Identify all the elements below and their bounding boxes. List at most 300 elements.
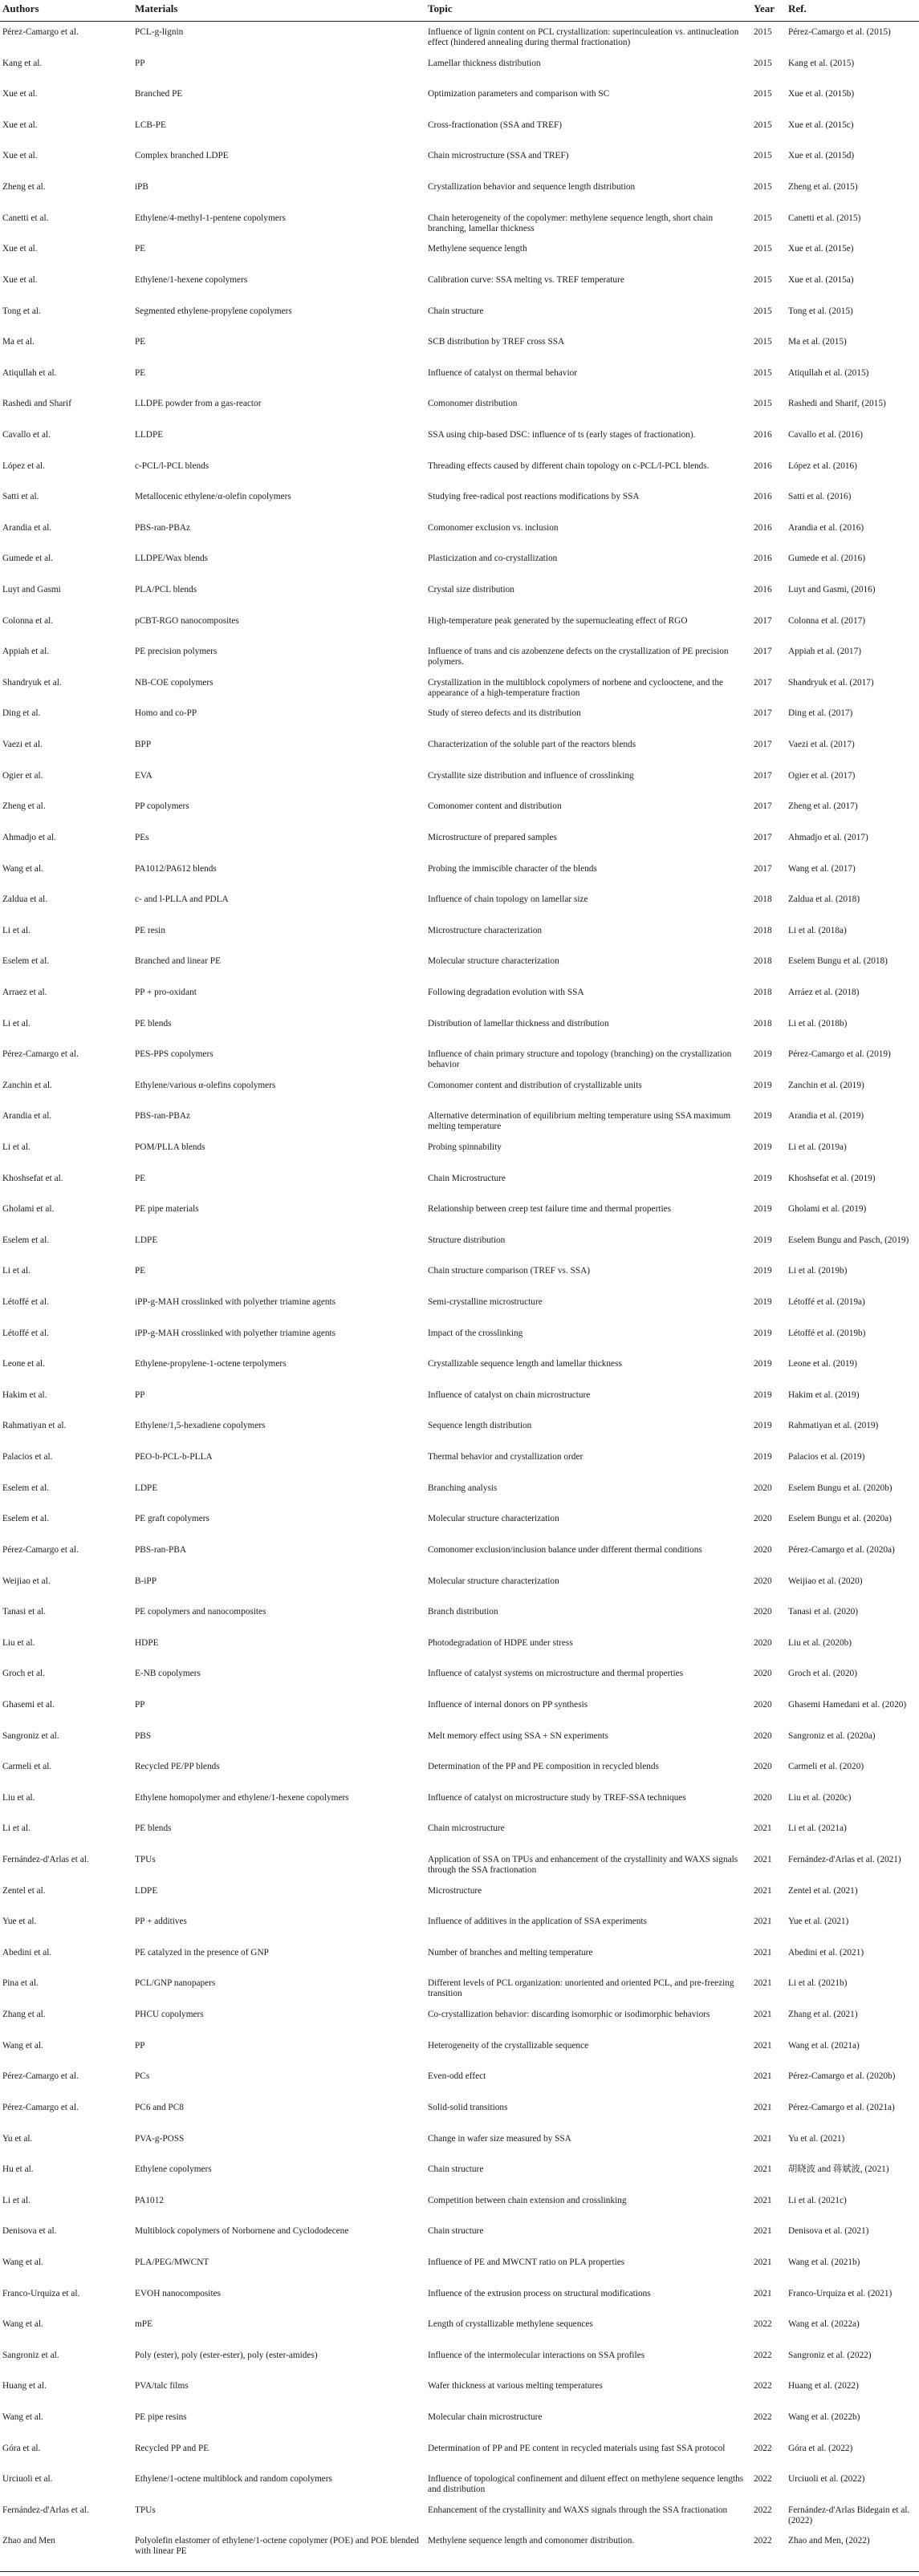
cell-topic: Relationship between creep test failure time and thermal properties	[428, 1204, 672, 1215]
cell-materials: PP copolymers	[135, 801, 189, 812]
cell-authors: Fernández-d'Arlas et al.	[2, 2505, 89, 2515]
cell-materials: PE blends	[135, 1018, 172, 1028]
cell-authors: Li et al.	[2, 925, 30, 935]
cell-ref: Ma et al. (2015)	[788, 337, 847, 347]
cell-materials: LLDPE	[135, 429, 164, 440]
cell-year: 2015	[754, 274, 772, 285]
cell-authors: Hakim et al.	[2, 1389, 47, 1400]
cell-materials: LLDPE/Wax blends	[135, 554, 209, 564]
cell-materials: PVA/talc films	[135, 2381, 189, 2391]
cell-topic: Calibration curve: SSA melting vs. TREF temperature	[428, 274, 624, 285]
cell-ref: Appiah et al. (2017)	[788, 647, 861, 657]
cell-materials: iPP-g-MAH crosslinked with polyether triamine agents	[135, 1328, 336, 1338]
cell-year: 2017	[754, 677, 772, 688]
cell-year: 2017	[754, 801, 772, 812]
cell-materials: pCBT-RGO nanocomposites	[135, 615, 239, 626]
cell-materials: PP	[135, 2040, 145, 2051]
cell-topic: Comonomer content and distribution of crystallizable units	[428, 1080, 642, 1090]
cell-year: 2020	[754, 1483, 772, 1493]
cell-ref: Vaezi et al. (2017)	[788, 740, 855, 749]
cell-ref: Li et al. (2019b)	[788, 1266, 848, 1276]
cell-year: 2020	[754, 1762, 772, 1772]
cell-authors: Franco-Urquiza et al.	[2, 2288, 80, 2298]
cell-authors: Zaldua et al.	[2, 895, 48, 905]
cell-year: 2021	[754, 1917, 772, 1927]
cell-year: 2022	[754, 2505, 772, 2515]
cell-materials: Recycled PP and PE	[135, 2443, 209, 2453]
cell-year: 2021	[754, 2164, 772, 2175]
cell-topic: Structure distribution	[428, 1235, 506, 1245]
cell-materials: PE blends	[135, 1823, 172, 1834]
cell-materials: PE	[135, 367, 146, 378]
cell-year: 2015	[754, 213, 772, 223]
cell-ref: Carmeli et al. (2020)	[788, 1762, 864, 1772]
cell-materials: PE	[135, 244, 146, 254]
cell-topic: Methylene sequence length	[428, 244, 527, 254]
cell-year: 2019	[754, 1204, 772, 1215]
cell-topic: Change in wafer size measured by SSA	[428, 2133, 571, 2144]
cell-year: 2017	[754, 863, 772, 874]
cell-ref: Khoshsefat et al. (2019)	[788, 1173, 876, 1183]
cell-year: 2021	[754, 1885, 772, 1896]
cell-topic: Influence of catalyst on microstructure study by TREF-SSA techniques	[428, 1792, 686, 1803]
cell-ref: Li et al. (2018b)	[788, 1018, 848, 1028]
cell-year: 2016	[754, 554, 772, 564]
cell-ref: López et al. (2016)	[788, 460, 857, 471]
cell-year: 2015	[754, 337, 772, 347]
cell-materials: PA1012	[135, 2195, 164, 2205]
cell-ref: Groch et al. (2020)	[788, 1669, 857, 1679]
cell-authors: Ding et al.	[2, 708, 41, 719]
cell-topic: Different levels of PCL organization: unoriented and oriented PCL, and pre-freezing transition	[428, 1978, 734, 1999]
cell-authors: Ahmadjo et al.	[2, 832, 56, 842]
cell-materials: EVOH nanocomposites	[135, 2288, 221, 2298]
cell-ref: Colonna et al. (2017)	[788, 615, 866, 626]
cell-authors: Li et al.	[2, 2195, 30, 2205]
cell-ref: Pérez-Camargo et al. (2021a)	[788, 2102, 895, 2112]
cell-authors: Shandryuk et al.	[2, 677, 62, 688]
cell-topic: Following degradation evolution with SSA	[428, 987, 584, 997]
cell-year: 2015	[754, 89, 772, 99]
cell-topic: Chain heterogeneity of the copolymer: methylene sequence length, short chain branching, lamellar thickness	[428, 213, 714, 233]
cell-ref: Luyt and Gasmi, (2016)	[788, 585, 876, 594]
cell-year: 2020	[754, 1699, 772, 1710]
cell-ref: Li et al. (2018a)	[788, 925, 847, 935]
cell-ref: Li et al. (2019a)	[788, 1142, 847, 1152]
cell-topic: Crystallite size distribution and influence of crosslinking	[428, 770, 634, 781]
cell-ref: Wang et al. (2022b)	[788, 2412, 860, 2422]
cell-ref: Liu et al. (2020b)	[788, 1637, 852, 1648]
cell-topic: Influence of chain primary structure and topology (branching) on the crystallization behavior	[428, 1049, 732, 1070]
cell-year: 2020	[754, 1669, 772, 1679]
cell-authors: Xue et al.	[2, 244, 38, 254]
cell-topic: Solid-solid transitions	[428, 2102, 508, 2112]
cell-ref: Xue et al. (2015d)	[788, 151, 855, 161]
cell-year: 2015	[754, 182, 772, 192]
cell-materials: PE pipe resins	[135, 2412, 187, 2422]
cell-ref: Arráez et al. (2018)	[788, 987, 860, 997]
cell-topic: Crystal size distribution	[428, 585, 514, 594]
cell-materials: Ethylene copolymers	[135, 2164, 212, 2175]
cell-materials: Branched PE	[135, 89, 183, 99]
cell-ref: Zanchin et al. (2019)	[788, 1080, 864, 1090]
cell-authors: Xue et al.	[2, 151, 38, 161]
cell-ref: Palacios et al. (2019)	[788, 1452, 865, 1462]
cell-topic: Influence of catalyst on chain microstructure	[428, 1389, 591, 1400]
cell-year: 2019	[754, 1173, 772, 1183]
cell-year: 2019	[754, 1080, 772, 1090]
cell-ref: Ding et al. (2017)	[788, 708, 853, 719]
cell-topic: Branch distribution	[428, 1607, 498, 1617]
cell-topic: Influence of lignin content on PCL crystallization: superinculeation vs. antinucleation effect (hindered annealing during thermal fractionation)	[428, 27, 739, 47]
cell-year: 2019	[754, 1049, 772, 1060]
cell-year: 2022	[754, 2474, 772, 2485]
cell-materials: Ethylene/1-hexene copolymers	[135, 274, 248, 285]
cell-topic: Chain microstructure (SSA and TREF)	[428, 151, 569, 161]
cell-ref: Canetti et al. (2015)	[788, 213, 861, 223]
cell-materials: PBS-ran-PBAz	[135, 522, 191, 533]
cell-materials: Recycled PE/PP blends	[135, 1762, 220, 1772]
cell-topic: Enhancement of the crystallinity and WAXS signals through the SSA fractionation	[428, 2505, 728, 2515]
cell-topic: Wafer thickness at various melting temperatures	[428, 2381, 603, 2391]
cell-topic: Thermal behavior and crystallization order	[428, 1452, 584, 1462]
cell-ref: Atiqullah et al. (2015)	[788, 367, 869, 378]
cell-ref: Urciuoli et al. (2022)	[788, 2474, 865, 2485]
cell-topic: Influence of the intermolecular interactions on SSA profiles	[428, 2350, 645, 2360]
cell-year: 2015	[754, 306, 772, 316]
cell-authors: Wang et al.	[2, 2319, 43, 2330]
cell-year: 2015	[754, 399, 772, 409]
cell-ref: Hakim et al. (2019)	[788, 1389, 860, 1400]
cell-year: 2021	[754, 2257, 772, 2267]
cell-ref: Zheng et al. (2015)	[788, 182, 858, 192]
cell-ref: Rashedi and Sharif, (2015)	[788, 399, 886, 409]
cell-topic: Even-odd effect	[428, 2071, 486, 2082]
cell-materials: LDPE	[135, 1885, 158, 1896]
cell-topic: Chain Microstructure	[428, 1173, 506, 1183]
cell-topic: Alternative determination of equilibrium melting temperature using SSA maximum melting temperature	[428, 1111, 731, 1132]
cell-authors: Zheng et al.	[2, 182, 46, 192]
cell-topic: Chain microstructure	[428, 1823, 505, 1834]
cell-authors: Vaezi et al.	[2, 740, 43, 749]
cell-authors: Wang et al.	[2, 2040, 43, 2051]
cell-authors: Li et al.	[2, 1142, 30, 1152]
cell-materials: PE resin	[135, 925, 165, 935]
cell-authors: Xue et al.	[2, 274, 38, 285]
cell-year: 2019	[754, 1452, 772, 1462]
cell-ref: Ghasemi Hamedani et al. (2020)	[788, 1699, 907, 1710]
cell-year: 2018	[754, 925, 772, 935]
cell-ref: Wang et al. (2022a)	[788, 2319, 860, 2330]
cell-authors: Leone et al.	[2, 1359, 46, 1369]
cell-authors: Tong et al.	[2, 306, 41, 316]
cell-authors: Li et al.	[2, 1266, 30, 1276]
cell-year: 2020	[754, 1576, 772, 1586]
cell-topic: Sequence length distribution	[428, 1421, 532, 1431]
table-bottom-rule	[0, 2571, 919, 2572]
cell-materials: HDPE	[135, 1637, 159, 1648]
cell-materials: PE catalyzed in the presence of GNP	[135, 1947, 269, 1957]
cell-authors: Wang et al.	[2, 2257, 43, 2267]
cell-authors: Carmeli et al.	[2, 1762, 52, 1772]
cell-year: 2021	[754, 2010, 772, 2019]
cell-materials: Homo and co-PP	[135, 708, 197, 719]
cell-year: 2021	[754, 2288, 772, 2298]
cell-materials: Ethylene homopolymer and ethylene/1-hexene copolymers	[135, 1792, 349, 1803]
cell-ref: Sangroniz et al. (2020a)	[788, 1730, 876, 1741]
cell-ref: Zaldua et al. (2018)	[788, 895, 860, 905]
cell-authors: Hu et al.	[2, 2164, 34, 2175]
cell-materials: PCL/GNP nanopapers	[135, 1978, 216, 1989]
cell-ref: Tanasi et al. (2020)	[788, 1607, 859, 1617]
cell-topic: Comonomer exclusion vs. inclusion	[428, 522, 559, 533]
cell-topic: Methylene sequence length and comonomer distribution.	[428, 2536, 635, 2546]
cell-authors: Ma et al.	[2, 337, 35, 347]
cell-authors: Abedini et al.	[2, 1947, 52, 1957]
cell-materials: Complex branched LDPE	[135, 151, 229, 161]
cell-materials: PE	[135, 1266, 146, 1276]
cell-authors: Pérez-Camargo et al.	[2, 27, 79, 37]
cell-materials: LDPE	[135, 1483, 158, 1493]
cell-year: 2022	[754, 2412, 772, 2422]
cell-materials: PCs	[135, 2071, 150, 2082]
cell-authors: Rashedi and Sharif	[2, 399, 71, 409]
cell-materials: LDPE	[135, 1235, 158, 1245]
cell-topic: Influence of additives in the application of SSA experiments	[428, 1917, 647, 1927]
cell-ref: Ogier et al. (2017)	[788, 770, 856, 781]
cell-year: 2021	[754, 2195, 772, 2205]
cell-authors: Létoffé et al.	[2, 1328, 49, 1338]
cell-materials: Ethylene/1,5-hexadiene copolymers	[135, 1421, 266, 1431]
cell-authors: Yue et al.	[2, 1917, 37, 1927]
cell-year: 2020	[754, 1514, 772, 1524]
cell-authors: Zentel et al.	[2, 1885, 46, 1896]
cell-topic: Cross-fractionation (SSA and TREF)	[428, 120, 563, 130]
cell-year: 2017	[754, 615, 772, 626]
cell-year: 2016	[754, 522, 772, 533]
column-header-authors: Authors	[2, 2, 39, 14]
cell-ref: Létoffé et al. (2019b)	[788, 1328, 866, 1338]
cell-ref: Li et al. (2021c)	[788, 2195, 847, 2205]
column-header-materials: Materials	[135, 2, 178, 14]
cell-materials: PVA-g-POSS	[135, 2133, 185, 2144]
cell-year: 2015	[754, 367, 772, 378]
cell-authors: Eselem et al.	[2, 1514, 50, 1524]
cell-topic: Melt memory effect using SSA + SN experiments	[428, 1730, 608, 1741]
cell-ref: Tong et al. (2015)	[788, 306, 853, 316]
cell-ref: Franco-Urquiza et al. (2021)	[788, 2288, 893, 2298]
cell-year: 2021	[754, 2040, 772, 2051]
cell-authors: Zanchin et al.	[2, 1080, 52, 1090]
cell-year: 2021	[754, 2071, 772, 2082]
cell-topic: Probing spinnability	[428, 1142, 502, 1152]
cell-authors: Tanasi et al.	[2, 1607, 47, 1617]
cell-topic: Chain structure	[428, 306, 484, 316]
cell-year: 2016	[754, 492, 772, 502]
cell-topic: Crystallizable sequence length and lamellar thickness	[428, 1359, 622, 1369]
cell-year: 2022	[754, 2443, 772, 2453]
cell-authors: Huang et al.	[2, 2381, 47, 2391]
cell-topic: Influence of catalyst on thermal behavior	[428, 367, 578, 378]
cell-materials: PHCU copolymers	[135, 2010, 204, 2019]
cell-topic: Influence of internal donors on PP synthesis	[428, 1699, 588, 1710]
cell-materials: PLA/PCL blends	[135, 585, 197, 594]
cell-ref: Sangroniz et al. (2022)	[788, 2350, 872, 2360]
cell-year: 2015	[754, 58, 772, 68]
cell-year: 2021	[754, 1978, 772, 1989]
cell-topic: Studying free-radical post reactions modifications by SSA	[428, 492, 640, 502]
cell-authors: Yu et al.	[2, 2133, 33, 2144]
cell-ref: Fernández-d'Arlas Bidegain et al. (2022)	[788, 2505, 910, 2525]
cell-topic: Crystallization behavior and sequence length distribution	[428, 182, 636, 192]
cell-topic: Molecular chain microstructure	[428, 2412, 543, 2422]
cell-ref: Zentel et al. (2021)	[788, 1885, 858, 1896]
cell-materials: PE precision polymers	[135, 647, 218, 657]
cell-topic: Comonomer distribution	[428, 399, 518, 409]
cell-materials: TPUs	[135, 2505, 156, 2515]
cell-authors: Wang et al.	[2, 863, 43, 874]
cell-materials: PBS	[135, 1730, 152, 1741]
cell-materials: mPE	[135, 2319, 152, 2330]
cell-materials: Poly (ester), poly (ester-ester), poly (ester-amides)	[135, 2350, 318, 2360]
cell-authors: Ogier et al.	[2, 770, 43, 781]
cell-year: 2022	[754, 2381, 772, 2391]
cell-materials: BPP	[135, 740, 152, 749]
cell-topic: Comonomer exclusion/inclusion balance under different thermal conditions	[428, 1544, 702, 1555]
cell-authors: Eselem et al.	[2, 1483, 50, 1493]
cell-ref: Gholami et al. (2019)	[788, 1204, 867, 1215]
cell-ref: Wang et al. (2017)	[788, 863, 856, 874]
cell-year: 2017	[754, 770, 772, 781]
cell-topic: Chain structure comparison (TREF vs. SSA)	[428, 1266, 591, 1276]
cell-year: 2016	[754, 429, 772, 440]
cell-authors: Eselem et al.	[2, 1235, 50, 1245]
cell-authors: Pina et al.	[2, 1978, 39, 1989]
cell-ref: Eselem Bungu et al. (2018)	[788, 956, 888, 967]
cell-materials: PEO-b-PCL-b-PLLA	[135, 1452, 213, 1462]
table-header	[0, 0, 919, 22]
cell-topic: Distribution of lamellar thickness and distribution	[428, 1018, 609, 1028]
cell-authors: Colonna et al.	[2, 615, 54, 626]
cell-year: 2015	[754, 151, 772, 161]
cell-year: 2022	[754, 2536, 772, 2546]
cell-authors: Pérez-Camargo et al.	[2, 2071, 79, 2082]
cell-materials: PC6 and PC8	[135, 2102, 184, 2112]
cell-ref: Eselem Bungu et al. (2020b)	[788, 1483, 893, 1493]
cell-materials: PES-PPS copolymers	[135, 1049, 213, 1060]
cell-topic: Probing the immiscible character of the blends	[428, 863, 597, 874]
cell-year: 2018	[754, 956, 772, 967]
cell-ref: Xue et al. (2015a)	[788, 274, 854, 285]
cell-authors: Rahmatiyan et al.	[2, 1421, 67, 1431]
cell-authors: Kang et al.	[2, 58, 43, 68]
cell-authors: Palacios et al.	[2, 1452, 53, 1462]
cell-ref: Eselem Bungu et al. (2020a)	[788, 1514, 892, 1524]
cell-ref: Pérez-Camargo et al. (2020a)	[788, 1544, 895, 1555]
cell-authors: Sangroniz et al.	[2, 2350, 59, 2360]
cell-year: 2019	[754, 1266, 772, 1276]
cell-materials: EVA	[135, 770, 152, 781]
column-header-year: Year	[754, 2, 775, 14]
cell-topic: Length of crystallizable methylene sequences	[428, 2319, 593, 2330]
cell-materials: PP	[135, 1699, 145, 1710]
cell-authors: Luyt and Gasmi	[2, 585, 61, 594]
cell-ref: Xue et al. (2015b)	[788, 89, 855, 99]
cell-ref: Yu et al. (2021)	[788, 2133, 845, 2144]
cell-topic: Comonomer content and distribution	[428, 801, 562, 812]
cell-ref: Gumede et al. (2016)	[788, 554, 865, 564]
cell-year: 2019	[754, 1421, 772, 1431]
cell-year: 2021	[754, 2226, 772, 2237]
cell-year: 2015	[754, 27, 772, 37]
cell-topic: Determination of PP and PE content in recycled materials using fast SSA protocol	[428, 2443, 726, 2453]
cell-ref: Pérez-Camargo et al. (2019)	[788, 1049, 891, 1060]
cell-topic: Influence of PE and MWCNT ratio on PLA properties	[428, 2257, 625, 2267]
cell-materials: PE graft copolymers	[135, 1514, 209, 1524]
column-header-ref: Ref.	[788, 2, 807, 14]
cell-materials: POM/PLLA blends	[135, 1142, 205, 1152]
cell-authors: Góra et al.	[2, 2443, 41, 2453]
cell-topic: Microstructure characterization	[428, 925, 543, 935]
cell-year: 2018	[754, 895, 772, 905]
cell-topic: Threading effects caused by different chain topology on c-PCL/l-PCL blends.	[428, 460, 710, 471]
cell-materials: Ethylene/various α-olefins copolymers	[135, 1080, 276, 1090]
cell-authors: Atiqullah et al.	[2, 367, 57, 378]
cell-authors: Liu et al.	[2, 1637, 35, 1648]
cell-topic: Determination of the PP and PE composition in recycled blends	[428, 1762, 659, 1772]
cell-topic: Optimization parameters and comparison with SC	[428, 89, 610, 99]
cell-topic: Application of SSA on TPUs and enhancement of the crystallinity and WAXS signals through the SSA fractionation	[428, 1855, 738, 1875]
cell-topic: Plasticization and co-crystallization	[428, 554, 558, 564]
cell-topic: Competition between chain extension and crosslinking	[428, 2195, 627, 2205]
cell-ref: Yue et al. (2021)	[788, 1917, 849, 1927]
cell-year: 2016	[754, 585, 772, 594]
cell-authors: Arraez et al.	[2, 987, 47, 997]
cell-materials: PA1012/PA612 blends	[135, 863, 217, 874]
cell-materials: Ethylene/1-octene multiblock and random copolymers	[135, 2474, 332, 2485]
cell-authors: Weijiao et al.	[2, 1576, 51, 1586]
cell-ref: Zhao and Men, (2022)	[788, 2536, 870, 2546]
cell-ref: Pérez-Camargo et al. (2020b)	[788, 2071, 896, 2082]
cell-ref: Pérez-Camargo et al. (2015)	[788, 27, 891, 37]
cell-year: 2021	[754, 2133, 772, 2144]
cell-topic: Influence of catalyst systems on microstructure and thermal properties	[428, 1669, 684, 1679]
cell-ref: Zhang et al. (2021)	[788, 2010, 858, 2019]
cell-topic: Microstructure of prepared samples	[428, 832, 557, 842]
cell-topic: Influence of trans and cis azobenzene defects on the crystallization of PE precision polymers.	[428, 647, 729, 667]
cell-year: 2017	[754, 708, 772, 719]
cell-year: 2017	[754, 740, 772, 749]
cell-year: 2022	[754, 2350, 772, 2360]
cell-ref: 胡晓波 and 蒋斌波, (2021)	[788, 2164, 889, 2175]
cell-materials: PCL-g-lignin	[135, 27, 184, 37]
cell-ref: Li et al. (2021a)	[788, 1823, 847, 1834]
cell-authors: Gumede et al.	[2, 554, 54, 564]
cell-topic: Crystallization in the multiblock copolymers of norbene and cyclooctene, and the appearance of a high-temperature fraction	[428, 677, 723, 698]
cell-materials: E-NB copolymers	[135, 1669, 201, 1679]
cell-topic: Semi-crystalline microstructure	[428, 1297, 543, 1307]
cell-authors: Sangroniz et al.	[2, 1730, 59, 1741]
cell-authors: Li et al.	[2, 1018, 30, 1028]
cell-authors: Eselem et al.	[2, 956, 50, 967]
cell-ref: Weijiao et al. (2020)	[788, 1576, 863, 1586]
cell-topic: Characterization of the soluble part of the reactors blends	[428, 740, 636, 749]
cell-topic: Microstructure	[428, 1885, 482, 1896]
cell-ref: Shandryuk et al. (2017)	[788, 677, 874, 688]
cell-materials: Polyolefin elastomer of ethylene/1-octene copolymer (POE) and POE blended with linear PE	[135, 2536, 419, 2557]
cell-authors: Fernández-d'Arlas et al.	[2, 1855, 89, 1864]
cell-year: 2019	[754, 1297, 772, 1307]
